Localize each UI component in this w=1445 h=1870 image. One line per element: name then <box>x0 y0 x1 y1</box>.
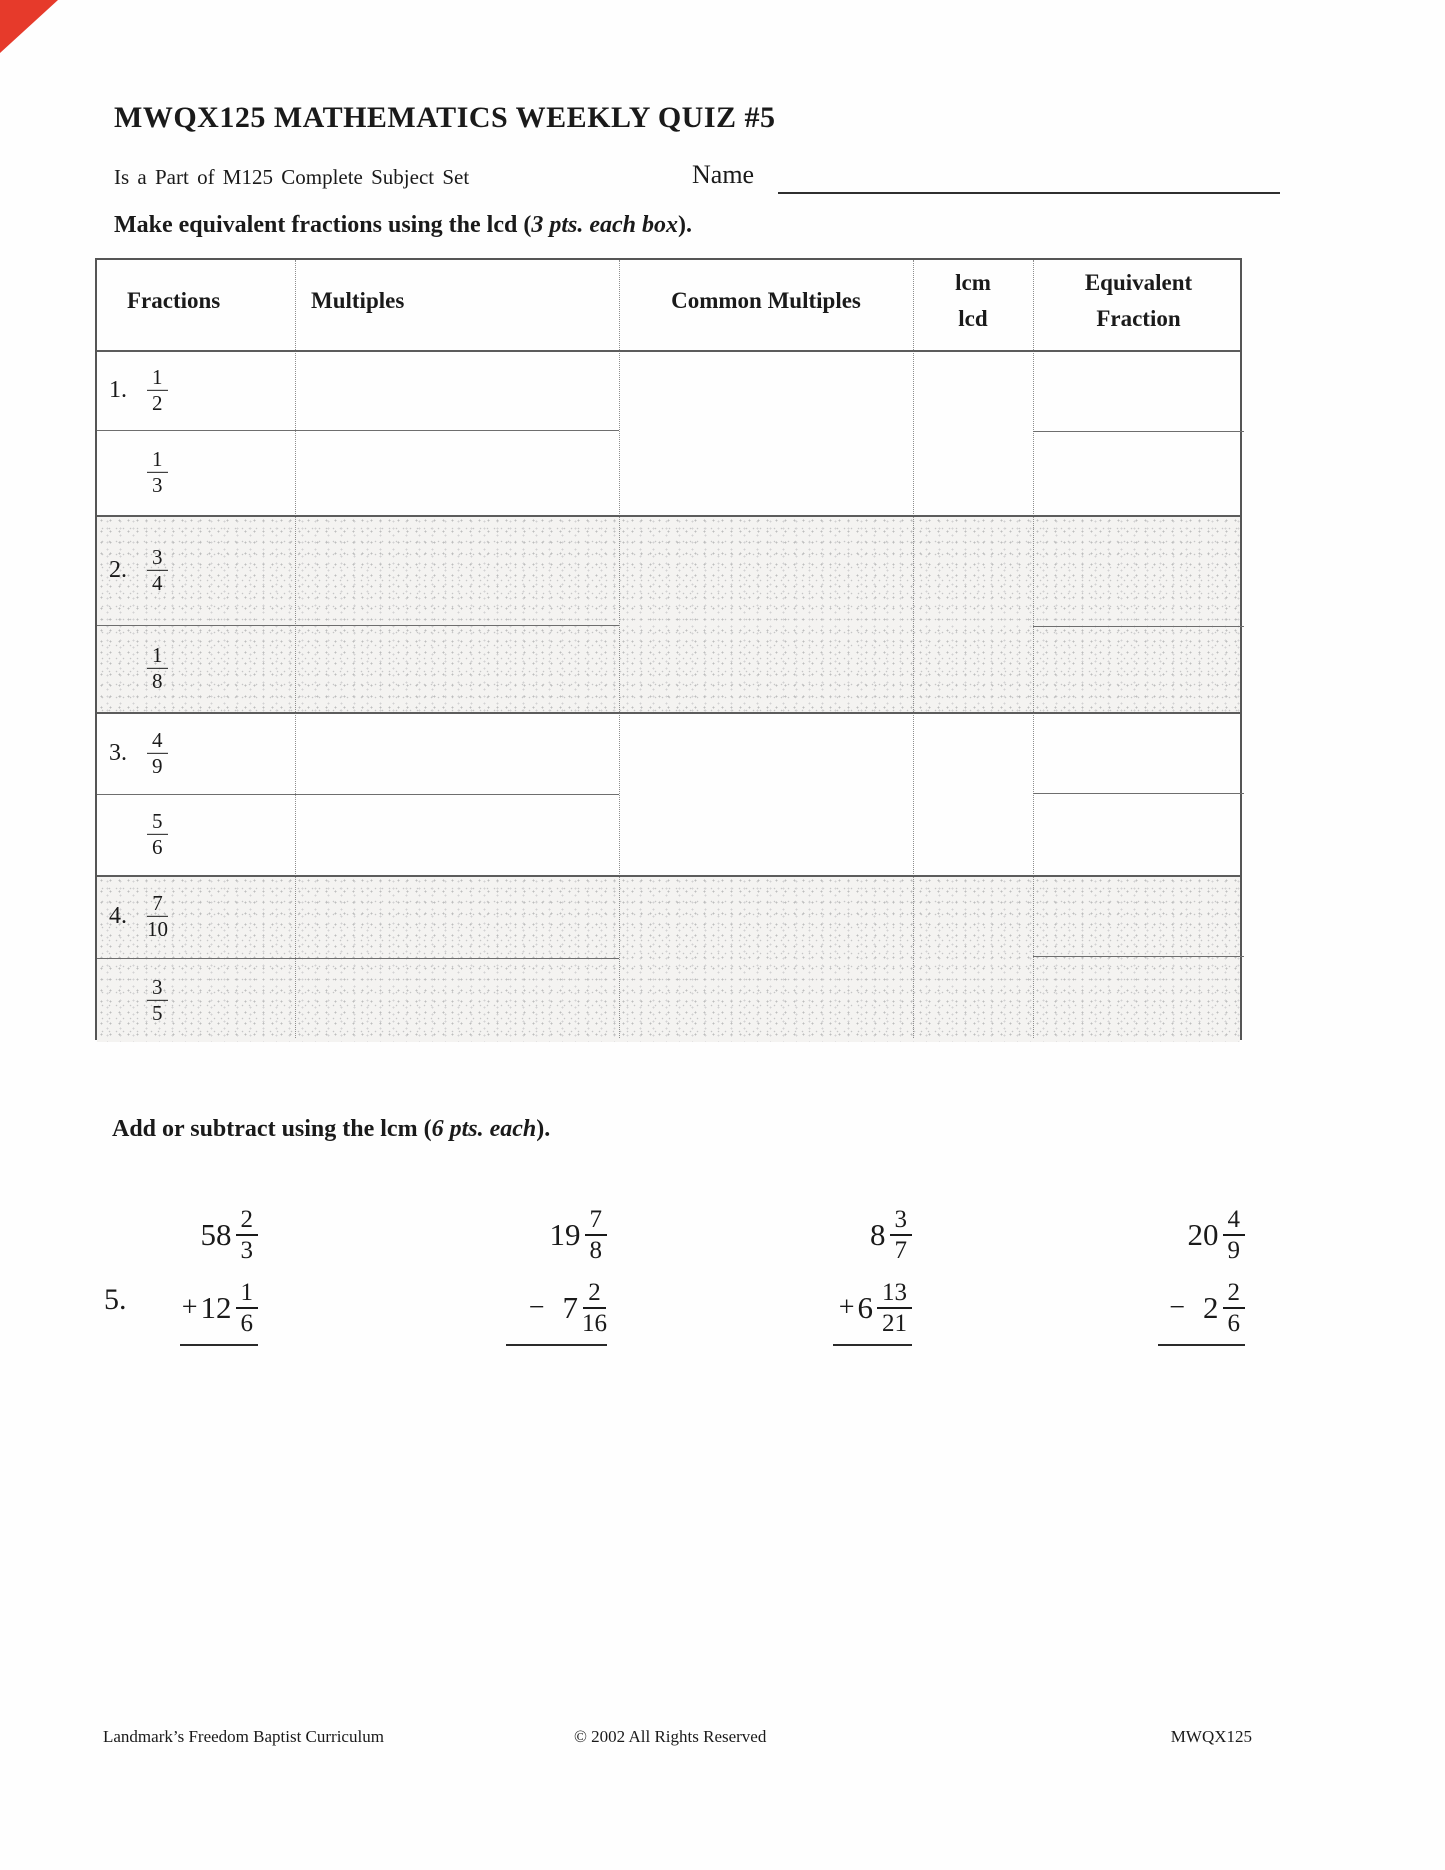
section1-heading-close: ). <box>678 212 692 238</box>
fraction-3-5: $\frac{3}{5}$ <box>147 976 168 1024</box>
col-header-lcd: lcd <box>958 306 988 331</box>
subrow-split <box>97 430 619 431</box>
column-divider <box>1033 260 1034 1038</box>
name-blank-line <box>778 192 1280 194</box>
fraction-7-10: $\frac{7}{10}$ <box>147 890 168 941</box>
row2-fraction-top <box>109 546 168 594</box>
footer-code: MWQX125 <box>1170 1727 1252 1746</box>
section1-heading-text: Make equivalent fractions using the lcd ( <box>114 212 532 238</box>
subrow-split <box>97 794 619 795</box>
section1-heading <box>114 212 692 239</box>
col-header-fraction: Fraction <box>1096 306 1181 331</box>
problem-5a-top-operand: 58 $\frac{2}{3}$ <box>180 1198 258 1271</box>
problem-5c-top-operand: 8 $\frac{3}{7}$ <box>833 1198 912 1271</box>
subrow-split <box>1033 793 1244 794</box>
row3-fraction-top <box>109 729 168 777</box>
subtitle: Is a Part of M125 Complete Subject Set <box>114 165 470 189</box>
fraction-1-8: $\frac{1}{8}$ <box>147 644 168 692</box>
footer-copyright: © 2002 All Rights Reserved <box>574 1727 767 1746</box>
row3-number: 3. <box>109 739 127 766</box>
problem-5c <box>833 1198 912 1346</box>
minus-operator: − <box>528 1291 545 1323</box>
column-divider <box>913 260 914 1038</box>
equivalent-fractions-table <box>95 258 1242 1040</box>
row3-fraction-bottom <box>109 810 168 858</box>
row-divider <box>97 875 1240 877</box>
header-divider <box>97 350 1240 352</box>
subrow-split <box>1033 431 1244 432</box>
column-divider <box>295 260 296 1038</box>
problem-5d-top-operand: 20 $\frac{4}{9}$ <box>1158 1198 1245 1271</box>
minus-operator: − <box>1169 1291 1185 1323</box>
page-corner-mark <box>0 0 58 53</box>
row4-number: 4. <box>109 902 127 929</box>
problem-5d <box>1158 1198 1245 1346</box>
problem-5c-bottom-operand: + 6 $\frac{13}{21}$ <box>833 1271 912 1344</box>
section2-heading <box>112 1116 550 1143</box>
problem-5b-top-operand: 19 $\frac{7}{8}$ <box>506 1198 607 1271</box>
subrow-split <box>1033 626 1244 627</box>
shaded-row-2-background <box>97 515 1240 712</box>
col-header-lcm: lcm <box>955 270 991 295</box>
column-divider <box>619 260 620 1038</box>
problem-5a-bottom-operand: + 12 $\frac{1}{6}$ <box>180 1271 258 1344</box>
subrow-split <box>97 625 619 626</box>
row4-fraction-bottom <box>109 976 168 1024</box>
row1-fraction-bottom <box>109 448 168 496</box>
col-header-multiples: Multiples <box>311 288 405 313</box>
page-title: MWQX125 MATHEMATICS WEEKLY QUIZ #5 <box>114 101 776 134</box>
plus-operator: + <box>181 1291 198 1323</box>
footer-publisher: Landmark’s Freedom Baptist Curriculum <box>103 1727 384 1746</box>
col-header-common-multiples: Common Multiples <box>671 288 861 313</box>
row2-fraction-bottom <box>109 644 168 692</box>
subrow-split <box>97 958 619 959</box>
section2-heading-points: 6 pts. each <box>431 1116 537 1142</box>
row-divider <box>97 712 1240 714</box>
row4-fraction-top <box>109 892 168 940</box>
section2-heading-text: Add or subtract using the lcm ( <box>112 1116 432 1142</box>
problem-5b <box>506 1198 607 1346</box>
fraction-5-6: $\frac{5}{6}$ <box>147 810 168 858</box>
row-divider <box>97 515 1240 517</box>
problem-5d-bottom-operand: − 2 $\frac{2}{6}$ <box>1158 1271 1245 1344</box>
fraction-3-4: $\frac{3}{4}$ <box>147 546 168 594</box>
section1-heading-points: 3 pts. each box <box>531 212 678 238</box>
col-header-equivalent: Equivalent <box>1084 270 1193 295</box>
row2-number: 2. <box>109 556 127 583</box>
fraction-4-9: $\frac{4}{9}$ <box>147 729 168 777</box>
row1-fraction-top <box>109 366 168 414</box>
problem-5-number: 5. <box>104 1283 127 1316</box>
fraction-1-3: $\frac{1}{3}$ <box>147 448 168 496</box>
subrow-split <box>1033 956 1244 957</box>
row1-number: 1. <box>109 376 127 403</box>
fraction-1-2: $\frac{1}{2}$ <box>147 366 168 414</box>
problem-5a <box>180 1198 258 1346</box>
section2-heading-close: ). <box>536 1116 551 1142</box>
col-header-fractions: Fractions <box>127 288 221 313</box>
plus-operator: + <box>838 1291 855 1323</box>
problem-5b-bottom-operand: − 7 $\frac{2}{16}$ <box>528 1278 607 1337</box>
name-label: Name <box>692 160 755 189</box>
